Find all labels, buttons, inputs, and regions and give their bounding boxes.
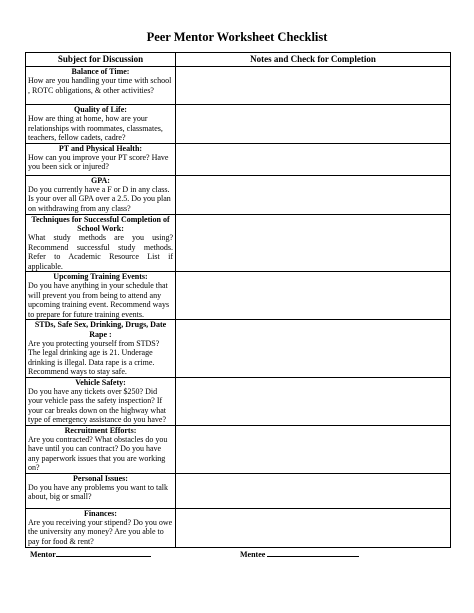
subject-cell: [26, 272, 176, 320]
subject-cell: [26, 320, 176, 377]
subject-cell: [26, 473, 176, 508]
table-row: [26, 272, 451, 320]
table-header-row: [26, 53, 451, 67]
table-row: [26, 105, 451, 144]
mentee-label: Mentee: [240, 550, 266, 559]
notes-cell[interactable]: [176, 377, 451, 425]
table-row: [26, 473, 451, 508]
notes-column-header: Notes and Check for Completion: [176, 53, 451, 67]
mentor-signature: [30, 548, 151, 559]
subject-cell: [26, 67, 176, 105]
subject-cell: [26, 105, 176, 144]
page-title: Peer Mentor Worksheet Checklist: [146, 30, 328, 44]
section-question: Do you currently have a F or D in any class. Is your over all GPA over a 2.5. Do you plan on withdrawing from any class?: [28, 185, 171, 213]
notes-cell[interactable]: [176, 473, 451, 508]
section-title: Personal Issues:: [73, 473, 128, 483]
subject-cell: [26, 143, 176, 175]
notes-cell[interactable]: [176, 508, 451, 547]
subject-column-header: Subject for Discussion: [26, 53, 176, 67]
section-question: Do you have anything in your schedule that will prevent you from being to attend any upcoming training event. Recommend ways to prepare for future training events.: [28, 281, 170, 319]
table-row: [26, 425, 451, 473]
subject-cell: [26, 508, 176, 547]
section-question: Do you have any tickets over $250? Did your vehicle pass the safety inspection? If your car breaks down on the highway what type of emergency assistance do you have?: [28, 386, 167, 425]
section-title: STDs, Safe Sex, Drinking, Drugs, Date Rape :: [34, 320, 167, 339]
table-row: [26, 175, 451, 214]
subject-cell: [26, 377, 176, 425]
section-title: Finances:: [84, 508, 117, 518]
notes-cell[interactable]: [176, 105, 451, 144]
section-title: Quality of Life:: [74, 105, 127, 114]
section-title: PT and Physical Health:: [58, 143, 143, 153]
section-title: Vehicle Safety:: [75, 377, 126, 387]
section-title: GPA:: [91, 175, 110, 185]
section-question: How are thing at home, how are your relationships with roommates, classmates, teachers, fellow cadets, cadre?: [28, 114, 163, 143]
notes-cell[interactable]: [176, 143, 451, 175]
table-row: [26, 320, 451, 377]
notes-cell[interactable]: [176, 214, 451, 271]
table-row: [26, 508, 451, 547]
mentor-signature-line[interactable]: [56, 548, 151, 557]
notes-cell[interactable]: [176, 320, 451, 377]
subject-cell: [26, 214, 176, 271]
mentee-signature-line[interactable]: [267, 548, 359, 557]
section-title: Upcoming Training Events:: [53, 272, 148, 282]
table-row: [26, 143, 451, 175]
notes-cell[interactable]: [176, 175, 451, 214]
section-question: Are you protecting yourself from STDS? The legal drinking age is 21. Underage drinking is illegal. Data rape is a crime. Recommend ways to stay safe.: [28, 338, 160, 377]
subject-cell: [26, 425, 176, 473]
section-question: What study methods are you using? Recommend successful study methods. Refer to Academic Resource List if applicable.: [28, 233, 173, 271]
section-question: Do you have any problems you want to talk about, big or small?: [28, 483, 168, 502]
table-row: [26, 67, 451, 105]
subject-cell: [26, 175, 176, 214]
section-question: How can you improve your PT score? Have you been sick or injured?: [28, 153, 169, 172]
section-title: Recruitment Efforts:: [64, 425, 137, 435]
notes-cell[interactable]: [176, 425, 451, 473]
table-row: [26, 214, 451, 271]
checklist-table: [25, 52, 451, 548]
section-title: Techniques for Successful Completion of School Work:: [31, 214, 170, 234]
section-question: Are you receiving your stipend? Do you owe the university any money? Are you able to pay for food & rent?: [28, 518, 173, 546]
section-question: How are you handling your time with school , ROTC obligations, & other activities?: [28, 76, 172, 95]
mentor-label: Mentor: [30, 550, 56, 559]
notes-cell[interactable]: [176, 272, 451, 320]
notes-cell[interactable]: [176, 67, 451, 105]
section-title: Balance of Time:: [71, 67, 130, 76]
mentee-signature: [240, 548, 359, 559]
table-row: [26, 377, 451, 425]
section-question: Are you contracted? What obstacles do you have until you can contract? Do you have any paperwork issues that you are working on?: [28, 434, 168, 473]
